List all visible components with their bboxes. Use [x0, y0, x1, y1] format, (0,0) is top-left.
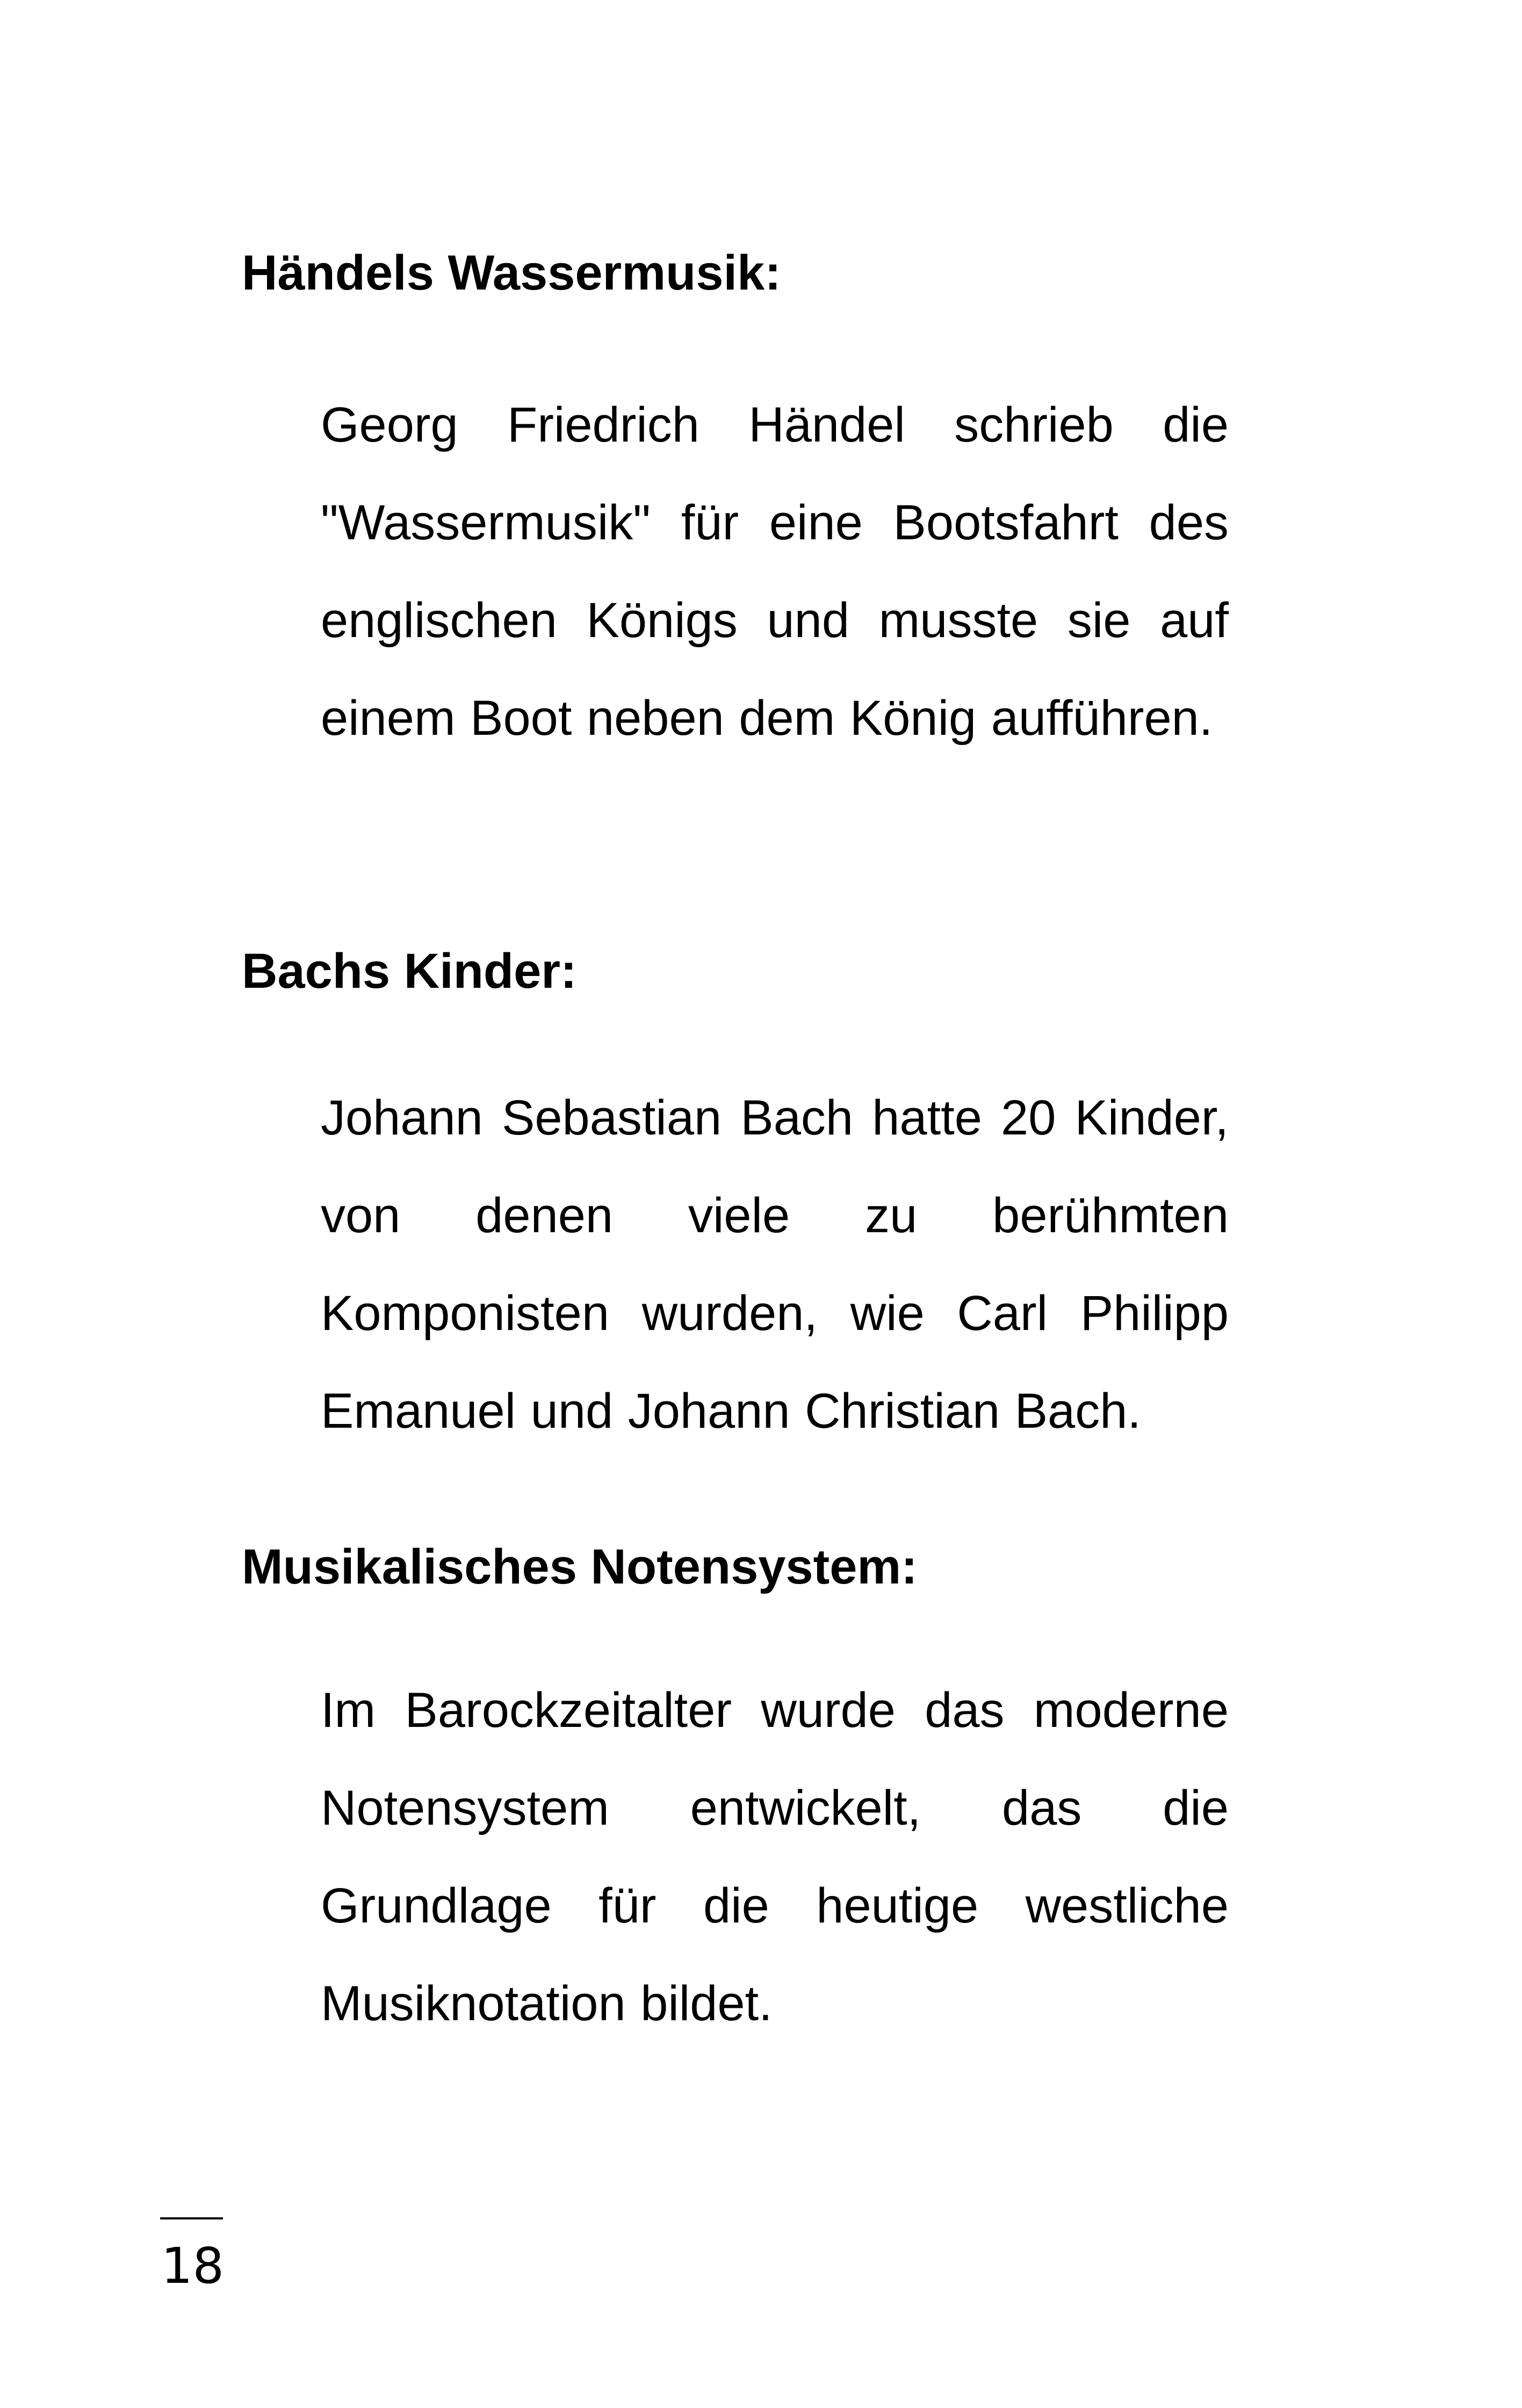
footer-divider: [160, 2217, 223, 2219]
section-heading-bachs-kinder: Bachs Kinder:: [242, 944, 577, 999]
page-number: 18: [161, 2237, 225, 2295]
section-heading-notensystem: Musikalisches Notensystem:: [242, 1539, 918, 1594]
section-heading-wassermusik: Händels Wassermusik:: [242, 245, 781, 300]
section-body-wassermusik: Georg Friedrich Händel schrieb die "Wassermusik" für eine Bootsfahrt des englischen Königs und musste sie auf einem Boot neben dem König aufführen.: [321, 397, 1229, 746]
section-body-bachs-kinder: Johann Sebastian Bach hatte 20 Kinder, von denen viele zu berühmten Komponisten wurden, wie Carl Philipp Emanuel und Johann Christian Bach.: [321, 1090, 1229, 1438]
section-body-notensystem: Im Barockzeitalter wurde das moderne Notensystem entwickelt, das die Grundlage für die heutige westliche Musiknotation bildet.: [321, 1683, 1229, 2031]
